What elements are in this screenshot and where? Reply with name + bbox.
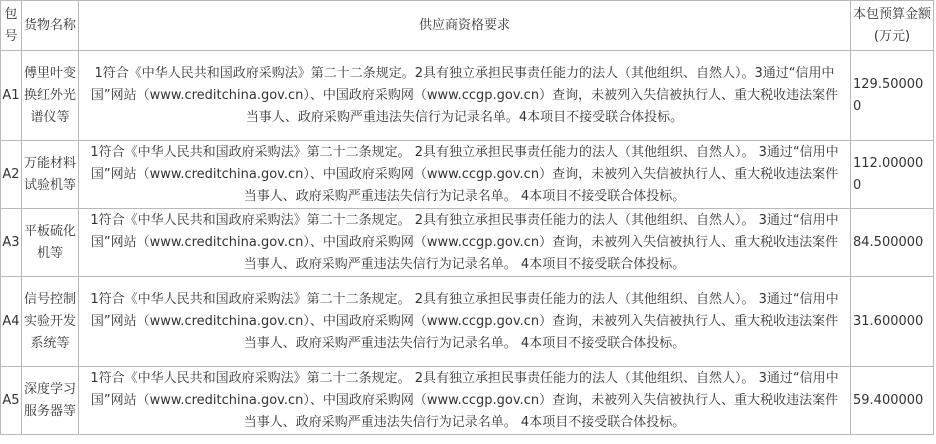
header-budget: 本包预算金额(万元) (851, 1, 934, 51)
requirement-cell: 1符合《中华人民共和国政府采购法》第二十二条规定。 2具有独立承担民事责任能力的法人（其他组织、自然人）。 3通过“信用中国”网站（www.creditchina.gov.cn）、中国政府采购网（www.ccgp.gov.cn）查询，未被列入失信被执行人、重大税收违法案件当事人、政府采购严重违法失信行为记录名单。 4本项目不接受联合体投标。 (79, 209, 851, 277)
table-row (1, 209, 934, 277)
package-number-cell: A5 (1, 367, 22, 435)
budget-cell: 59.400000 (851, 367, 934, 435)
package-number-cell: A1 (1, 51, 22, 141)
budget-cell: 112.000000 (851, 141, 934, 209)
header-goods-name: 货物名称 (22, 1, 79, 51)
budget-cell: 84.500000 (851, 209, 934, 277)
goods-name-cell: 平板硫化机等 (22, 209, 79, 277)
requirement-cell: 1符合《中华人民共和国政府采购法》第二十二条规定。2具有独立承担民事责任能力的法人（其他组织、自然人）。3通过“信用中国”网站（www.creditchina.gov.cn）、中国政府采购网（www.ccgp.gov.cn）查询，未被列入失信被执行人、重大税收违法案件当事人、政府采购严重违法失信行为记录名单。4本项目不接受联合体投标。 (79, 51, 851, 141)
table-header-row (1, 1, 934, 51)
goods-name-cell: 万能材料试验机等 (22, 141, 79, 209)
budget-cell: 31.600000 (851, 277, 934, 367)
goods-name-cell: 信号控制实验开发系统等 (22, 277, 79, 367)
goods-name-cell: 深度学习服务器等 (22, 367, 79, 435)
table-row (1, 141, 934, 209)
package-number-cell: A2 (1, 141, 22, 209)
table-row (1, 367, 934, 435)
requirement-cell: 1符合《中华人民共和国政府采购法》第二十二条规定。 2具有独立承担民事责任能力的法人（其他组织、自然人）。 3通过“信用中国”网站（www.creditchina.gov.cn）、中国政府采购网（www.ccgp.gov.cn）查询，未被列入失信被执行人、重大税收违法案件当事人、政府采购严重违法失信行为记录名单。 4本项目不接受联合体投标。 (79, 141, 851, 209)
table-row (1, 277, 934, 367)
package-number-cell: A3 (1, 209, 22, 277)
budget-cell: 129.500000 (851, 51, 934, 141)
goods-name-cell: 傅里叶变换红外光谱仪等 (22, 51, 79, 141)
requirement-cell: 1符合《中华人民共和国政府采购法》第二十二条规定。 2具有独立承担民事责任能力的法人（其他组织、自然人）。 3通过“信用中国”网站（www.creditchina.gov.cn）、中国政府采购网（www.ccgp.gov.cn）查询，未被列入失信被执行人、重大税收违法案件当事人、政府采购严重违法失信行为记录名单。 4本项目不接受联合体投标。 (79, 277, 851, 367)
package-number-cell: A4 (1, 277, 22, 367)
header-supplier-requirements: 供应商资格要求 (79, 1, 851, 51)
header-package-number: 包号 (1, 1, 22, 51)
table-row (1, 51, 934, 141)
requirement-cell: 1符合《中华人民共和国政府采购法》第二十二条规定。 2具有独立承担民事责任能力的法人（其他组织、自然人）。 3通过“信用中国”网站（www.creditchina.gov.cn）、中国政府采购网（www.ccgp.gov.cn）查询，未被列入失信被执行人、重大税收违法案件当事人、政府采购严重违法失信行为记录名单。 4本项目不接受联合体投标。 (79, 367, 851, 435)
